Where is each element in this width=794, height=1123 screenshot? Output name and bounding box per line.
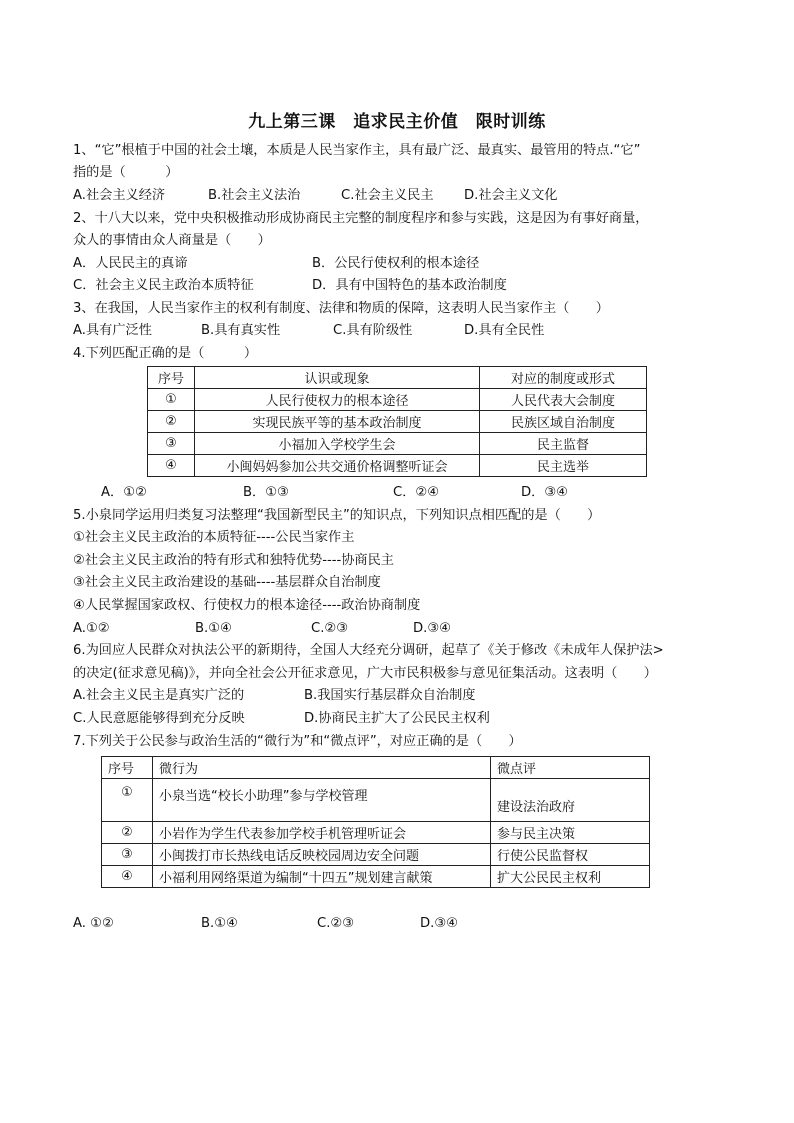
- q5-option-b: B.①④: [195, 621, 232, 636]
- q5-option-d: D.③④: [413, 621, 451, 636]
- q1-option-d: D.社会主义文化: [464, 188, 558, 203]
- table-row: [148, 389, 647, 411]
- table-row: [102, 822, 650, 844]
- table-cell: 实现民族平等的基本政治制度: [195, 411, 480, 433]
- table-cell: 建设法治政府: [491, 779, 650, 822]
- table-row: [102, 779, 650, 822]
- table-header-cell: 序号: [148, 367, 195, 389]
- q7-option-d: D.③④: [420, 916, 458, 931]
- q5-item-3: ③社会主义民主政治建设的基础----基层群众自治制度: [73, 575, 381, 590]
- table-cell: 小福利用网络渠道为编制“十四五”规划建言献策: [153, 866, 491, 888]
- q2-option-c: C．社会主义民主政治本质特征: [73, 278, 254, 293]
- q2-option-b: B．公民行使权利的根本途径: [312, 256, 480, 271]
- table-cell: ②: [102, 822, 153, 844]
- table-cell: 小岩作为学生代表参加学校手机管理听证会: [153, 822, 491, 844]
- table-cell: 小闽妈妈参加公共交通价格调整听证会: [195, 455, 480, 477]
- q2-option-d: D．具有中国特色的基本政治制度: [312, 278, 507, 293]
- table-header-cell: 对应的制度或形式: [480, 367, 647, 389]
- table-cell: ①: [102, 779, 153, 822]
- table-row: [148, 411, 647, 433]
- q7-option-a: A. ①②: [73, 916, 114, 931]
- q3-option-b: B.具有真实性: [201, 323, 281, 338]
- table-header-cell: 序号: [102, 757, 153, 779]
- q6-option-c: C.人民意愿能够得到充分反映: [73, 711, 245, 726]
- q6-option-b: B.我国实行基层群众自治制度: [304, 688, 476, 703]
- table-cell: 民主监督: [480, 433, 647, 455]
- q6-option-d: D.协商民主扩大了公民民主权利: [304, 711, 490, 726]
- q2-stem: 2、十八大以来，党中央积极推动形成协商民主完整的制度程序和参与实践，这是因为有事好商量，: [73, 211, 649, 226]
- q5-option-c: C.②③: [311, 621, 349, 636]
- q4-stem: 4.下列匹配正确的是（ ）: [73, 346, 258, 361]
- q3-option-c: C.具有阶级性: [333, 323, 413, 338]
- table-cell: 小福加入学校学生会: [195, 433, 480, 455]
- q7-table: [101, 756, 650, 888]
- q1-option-b: B.社会主义法治: [208, 188, 301, 203]
- table-cell: ④: [102, 866, 153, 888]
- table-cell: 小泉当选“校长小助理”参与学校管理: [153, 779, 491, 822]
- q6-option-a: A.社会主义民主是真实广泛的: [73, 688, 245, 703]
- table-cell: 民族区域自治制度: [480, 411, 647, 433]
- table-cell: ③: [102, 844, 153, 866]
- table-cell: 人民代表大会制度: [480, 389, 647, 411]
- q4-table: [147, 366, 647, 477]
- q3-option-d: D.具有全民性: [464, 323, 545, 338]
- table-row: [102, 866, 650, 888]
- table-row: [102, 844, 650, 866]
- q1-option-c: C.社会主义民主: [341, 188, 434, 203]
- table-header-row: [148, 367, 647, 389]
- table-cell: 行使公民监督权: [491, 844, 650, 866]
- table-cell: ③: [148, 433, 195, 455]
- q7-option-c: C.②③: [317, 916, 355, 931]
- table-cell: 人民行使权力的根本途径: [195, 389, 480, 411]
- q3-option-a: A.具有广泛性: [73, 323, 152, 338]
- q2-option-a: A．人民民主的真谛: [73, 256, 188, 271]
- table-row: [148, 455, 647, 477]
- q4-option-d: D．③④: [521, 485, 568, 500]
- table-cell: 小闽拨打市长热线电话反映校园周边安全问题: [153, 844, 491, 866]
- table-header-cell: 微点评: [491, 757, 650, 779]
- q1-stem-cont: 指的是（ ）: [73, 165, 179, 180]
- q4-option-c: C．②④: [393, 485, 440, 500]
- q5-item-2: ②社会主义民主政治的特有形式和独特优势----协商民主: [73, 553, 394, 568]
- table-header-cell: 微行为: [153, 757, 491, 779]
- q5-item-1: ①社会主义民主政治的本质特征----公民当家作主: [73, 530, 355, 545]
- table-cell: ②: [148, 411, 195, 433]
- table-row: [148, 433, 647, 455]
- q3-stem: 3、在我国，人民当家作主的权利有制度、法律和物质的保障，这表明人民当家作主（ ）: [73, 301, 609, 316]
- table-header-cell: 认识或现象: [195, 367, 480, 389]
- q6-stem: 6.为回应人民群众对执法公平的新期待，全国人大经充分调研，起草了《关于修改《未成年人保护法>: [73, 643, 664, 658]
- q5-option-a: A.①②: [73, 621, 110, 636]
- table-cell: 参与民主决策: [491, 822, 650, 844]
- q7-option-b: B.①④: [201, 916, 238, 931]
- table-cell: 民主选举: [480, 455, 647, 477]
- q4-option-a: A．①②: [101, 485, 147, 500]
- q4-option-b: B．①③: [243, 485, 289, 500]
- q5-item-4: ④人民掌握国家政权、行使权力的根本途径----政治协商制度: [73, 598, 421, 613]
- q5-stem: 5.小泉同学运用归类复习法整理“我国新型民主”的知识点，下列知识点相匹配的是（ ）: [73, 508, 601, 523]
- q7-stem: 7.下列关于公民参与政治生活的“微行为”和“微点评”，对应正确的是（ ）: [73, 734, 522, 749]
- q1-option-a: A.社会主义经济: [73, 188, 166, 203]
- q2-stem-cont: 众人的事情由众人商量是（ ）: [73, 233, 271, 248]
- q6-stem-cont: 的决定(征求意见稿)》，并向全社会公开征求意见，广大市民积极参与意见征集活动。这表明（ ）: [73, 666, 657, 681]
- table-cell: ④: [148, 455, 195, 477]
- table-cell: 扩大公民民主权利: [491, 866, 650, 888]
- page-title: 九上第三课 追求民主价值 限时训练: [248, 112, 546, 132]
- table-cell: ①: [148, 389, 195, 411]
- table-header-row: [102, 757, 650, 779]
- q1-stem: 1、“它”根植于中国的社会土壤，本质是人民当家作主，具有最广泛、最真实、最管用的特点.“它”: [73, 143, 641, 158]
